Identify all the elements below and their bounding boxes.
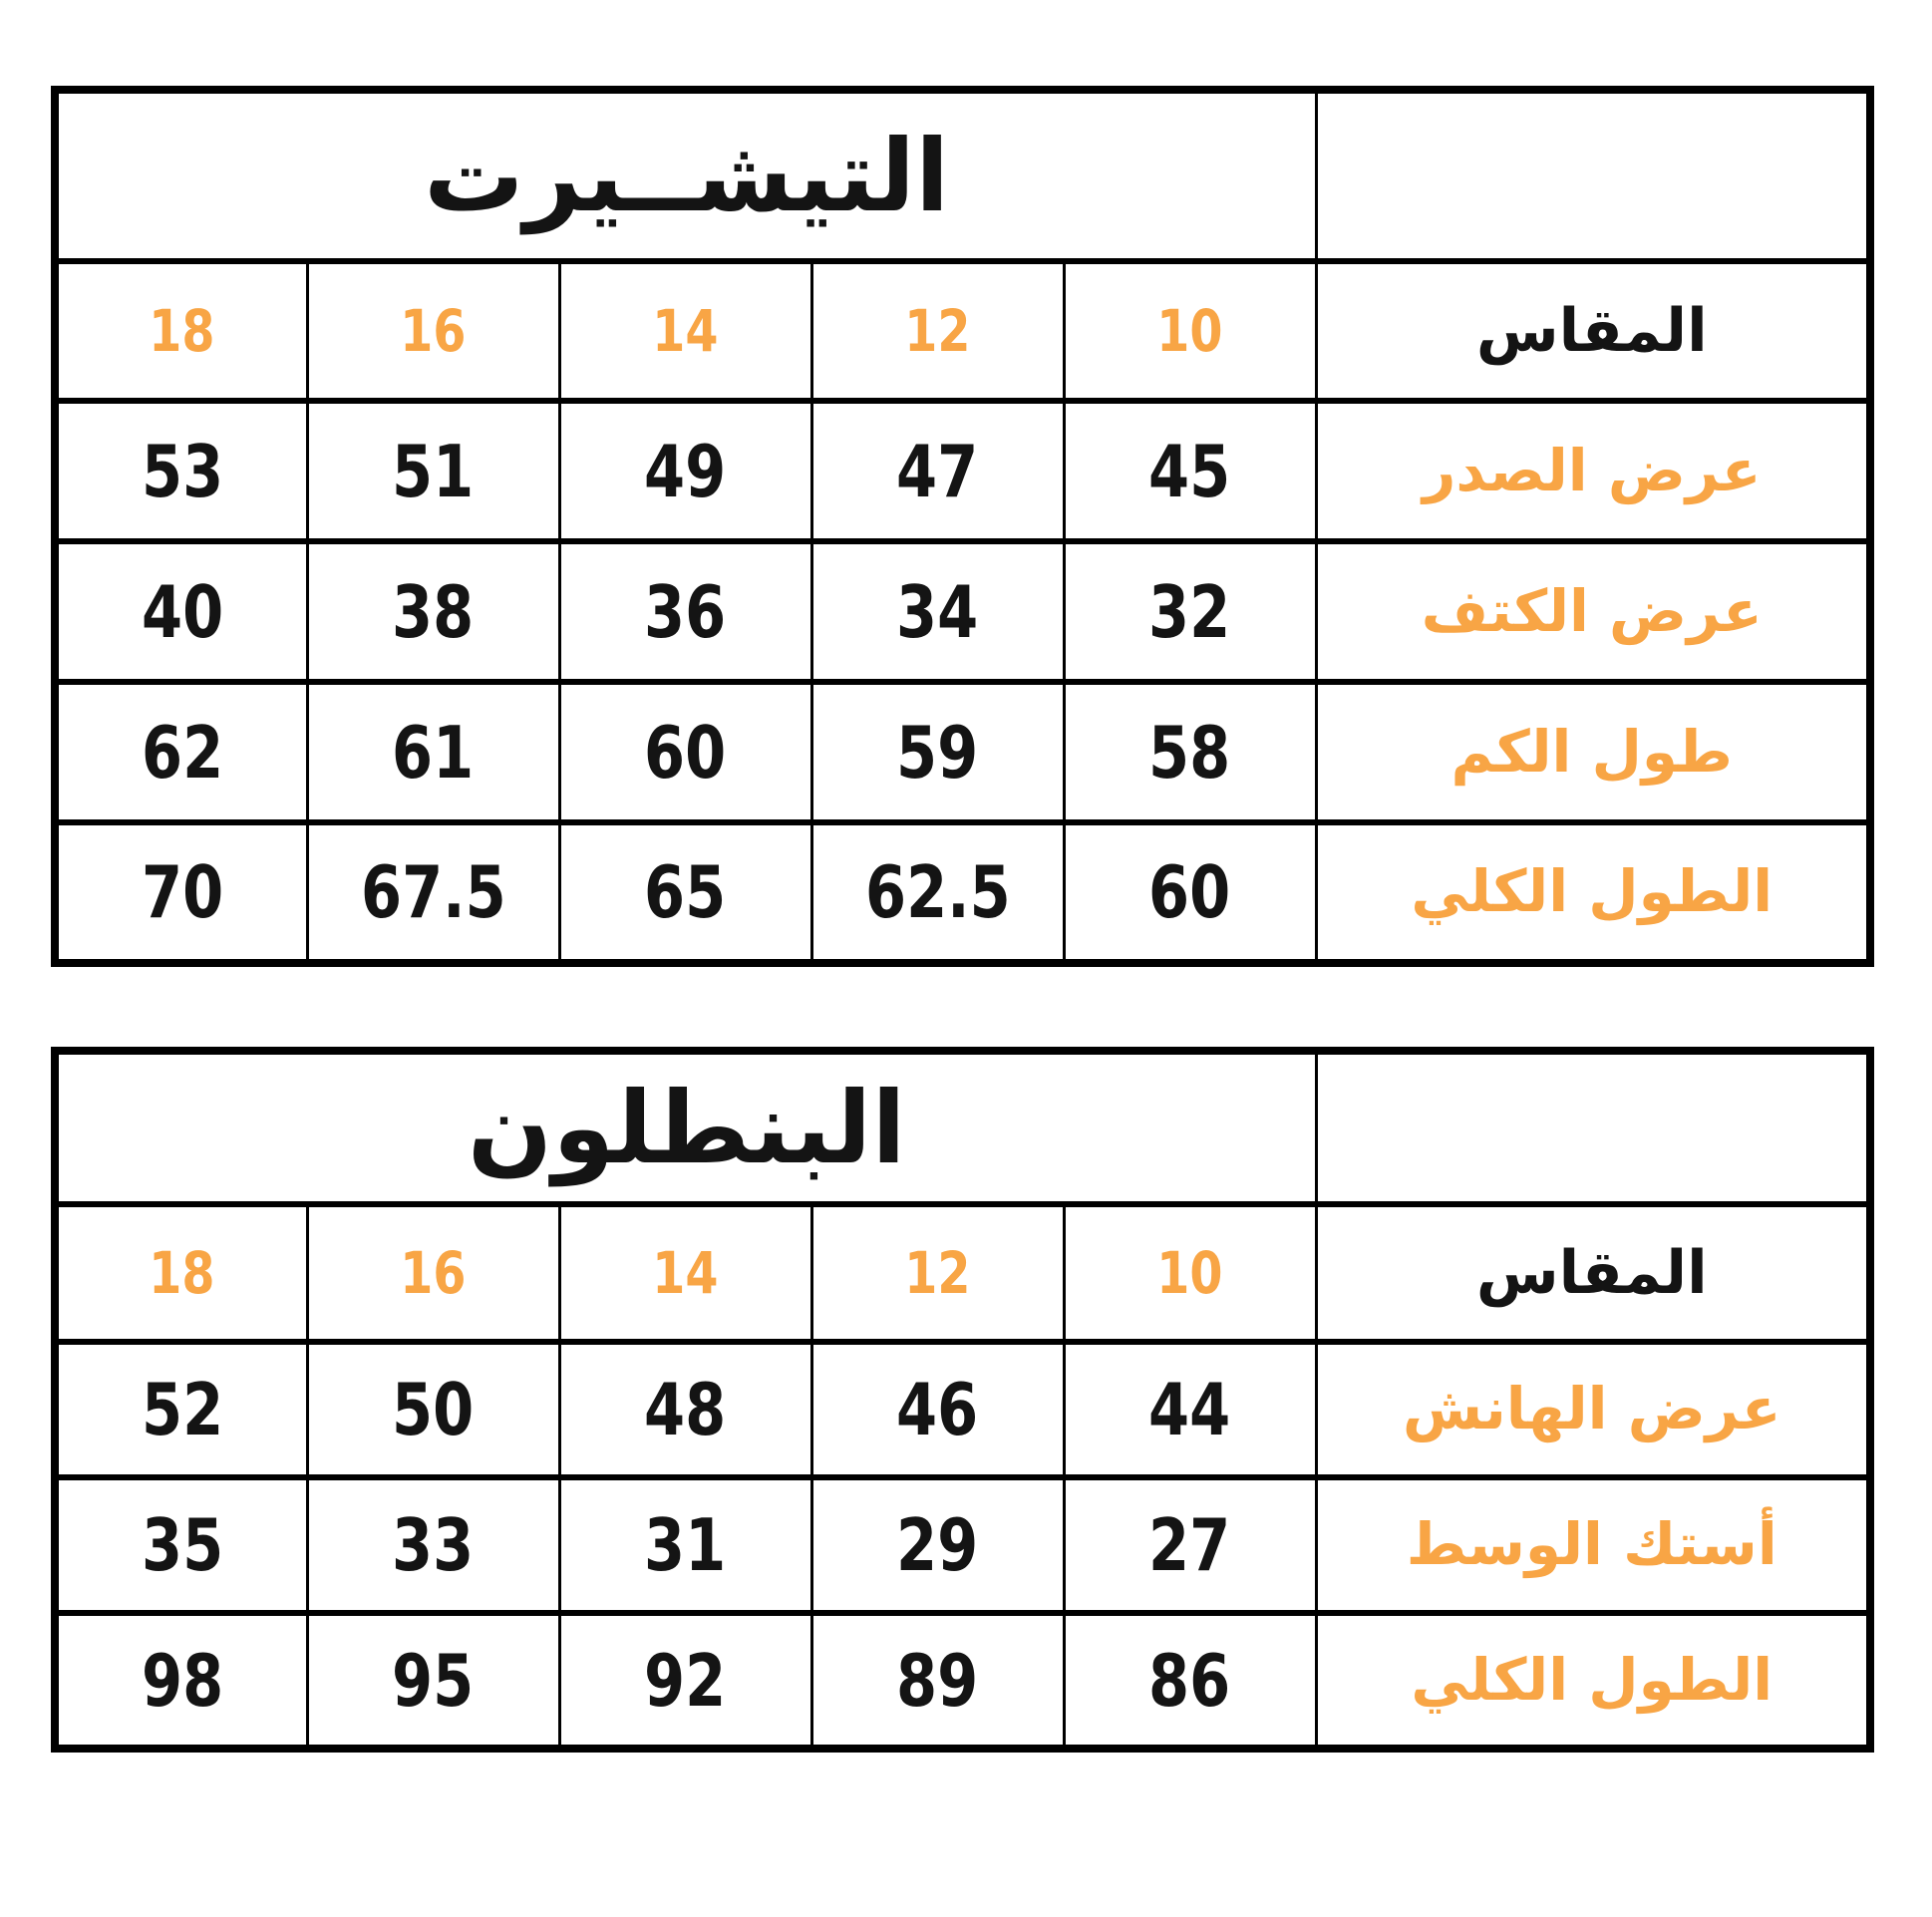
value-text: 89 (896, 1638, 979, 1723)
measurement-label: عرض الهانش (1316, 1342, 1870, 1477)
size-value: 12 (904, 1239, 971, 1307)
tshirt-chest-width-row (55, 401, 1870, 541)
tshirt-size-header-label (1316, 261, 1870, 401)
measurement-value (811, 1613, 1064, 1749)
tshirt-size-col-14 (559, 261, 811, 401)
pants-table-title: البنطلون (55, 1051, 1316, 1204)
measurement-label: الطول الكلي (1316, 822, 1870, 963)
pants-waist-elastic-row (55, 1477, 1870, 1613)
size-header-label-text: المقاس (1475, 296, 1708, 366)
measurement-value (559, 1613, 811, 1749)
tshirt-size-table (51, 86, 1874, 967)
value-text: 95 (392, 1638, 475, 1723)
value-text: 98 (141, 1638, 223, 1723)
value-text: 48 (644, 1368, 727, 1451)
measurement-value (307, 1477, 559, 1613)
pants-size-col-16 (307, 1204, 559, 1342)
size-value: 18 (149, 1239, 215, 1307)
measurement-value (55, 541, 307, 682)
value-text: 60 (1148, 850, 1231, 934)
size-value: 18 (149, 297, 215, 365)
value-text: 60 (644, 710, 727, 795)
pants-size-header-row (55, 1204, 1870, 1342)
size-value: 10 (1156, 297, 1223, 365)
value-text: 50 (392, 1368, 475, 1451)
measurement-value (811, 1477, 1064, 1613)
value-text: 38 (392, 569, 475, 654)
tshirt-total-length-row (55, 822, 1870, 963)
value-text: 51 (392, 429, 475, 513)
measurement-label: عرض الصدر (1316, 401, 1870, 541)
tshirt-size-header-row (55, 261, 1870, 401)
value-text: 58 (1148, 710, 1231, 795)
measurement-value (811, 401, 1064, 541)
size-value: 16 (400, 297, 467, 365)
size-value: 10 (1156, 1239, 1223, 1307)
measurement-value (307, 541, 559, 682)
value-text: 45 (1148, 429, 1231, 513)
size-value: 14 (652, 1239, 719, 1307)
value-text: 67.5 (360, 850, 506, 934)
measurement-value (1064, 401, 1316, 541)
tshirt-corner-empty-cell (1316, 90, 1870, 261)
value-text: 62.5 (864, 850, 1011, 934)
measurement-value (559, 822, 811, 963)
tshirt-size-col-10 (1064, 261, 1316, 401)
value-text: 62 (141, 710, 223, 795)
measurement-value (307, 401, 559, 541)
pants-total-length-row (55, 1613, 1870, 1749)
measurement-value (55, 822, 307, 963)
tshirt-size-col-18 (55, 261, 307, 401)
value-text: 46 (896, 1368, 979, 1451)
pants-size-header-label (1316, 1204, 1870, 1342)
value-text: 34 (896, 569, 979, 654)
measurement-value (55, 1613, 307, 1749)
measurement-label: أستك الوسط (1316, 1477, 1870, 1613)
measurement-value (307, 1342, 559, 1477)
pants-size-col-18 (55, 1204, 307, 1342)
value-text: 49 (644, 429, 727, 513)
measurement-value (55, 1342, 307, 1477)
value-text: 53 (141, 429, 223, 513)
measurement-value (559, 682, 811, 822)
tshirt-sleeve-length-row (55, 682, 1870, 822)
measurement-value (811, 682, 1064, 822)
measurement-value (307, 822, 559, 963)
measurement-value (559, 541, 811, 682)
value-text: 47 (896, 429, 979, 513)
measurement-value (55, 401, 307, 541)
measurement-value (559, 1342, 811, 1477)
measurement-value (307, 682, 559, 822)
size-value: 16 (400, 1239, 467, 1307)
value-text: 35 (141, 1503, 223, 1587)
value-text: 52 (141, 1368, 223, 1451)
measurement-value (1064, 1613, 1316, 1749)
measurement-value (1064, 541, 1316, 682)
pants-size-table (51, 1047, 1874, 1753)
value-text: 65 (644, 850, 727, 934)
pants-size-col-12 (811, 1204, 1064, 1342)
size-value: 14 (652, 297, 719, 365)
tshirt-size-col-16 (307, 261, 559, 401)
measurement-value (55, 1477, 307, 1613)
measurement-value (811, 1342, 1064, 1477)
size-value: 12 (904, 297, 971, 365)
measurement-value (1064, 1342, 1316, 1477)
pants-size-col-14 (559, 1204, 811, 1342)
pants-corner-empty-cell (1316, 1051, 1870, 1204)
value-text: 27 (1148, 1503, 1231, 1587)
pants-title-row (55, 1051, 1870, 1204)
measurement-label: طول الكم (1316, 682, 1870, 822)
tshirt-table-title: التيشــيرت (55, 90, 1316, 261)
value-text: 86 (1148, 1638, 1231, 1723)
value-text: 33 (392, 1503, 475, 1587)
measurement-label: عرض الكتف (1316, 541, 1870, 682)
value-text: 29 (896, 1503, 979, 1587)
value-text: 92 (644, 1638, 727, 1723)
measurement-value (559, 401, 811, 541)
value-text: 59 (896, 710, 979, 795)
pants-size-col-10 (1064, 1204, 1316, 1342)
measurement-value (1064, 682, 1316, 822)
value-text: 32 (1148, 569, 1231, 654)
measurement-value (559, 1477, 811, 1613)
measurement-value (811, 822, 1064, 963)
value-text: 36 (644, 569, 727, 654)
value-text: 70 (141, 850, 223, 934)
measurement-value (55, 682, 307, 822)
value-text: 61 (392, 710, 475, 795)
measurement-value (307, 1613, 559, 1749)
value-text: 31 (644, 1503, 727, 1587)
pants-hip-width-row (55, 1342, 1870, 1477)
value-text: 40 (141, 569, 223, 654)
tshirt-size-col-12 (811, 261, 1064, 401)
value-text: 44 (1148, 1368, 1231, 1451)
tshirt-title-row (55, 90, 1870, 261)
measurement-value (1064, 822, 1316, 963)
measurement-value (811, 541, 1064, 682)
size-header-label-text: المقاس (1475, 1238, 1708, 1308)
measurement-label: الطول الكلي (1316, 1613, 1870, 1749)
measurement-value (1064, 1477, 1316, 1613)
tshirt-shoulder-width-row (55, 541, 1870, 682)
